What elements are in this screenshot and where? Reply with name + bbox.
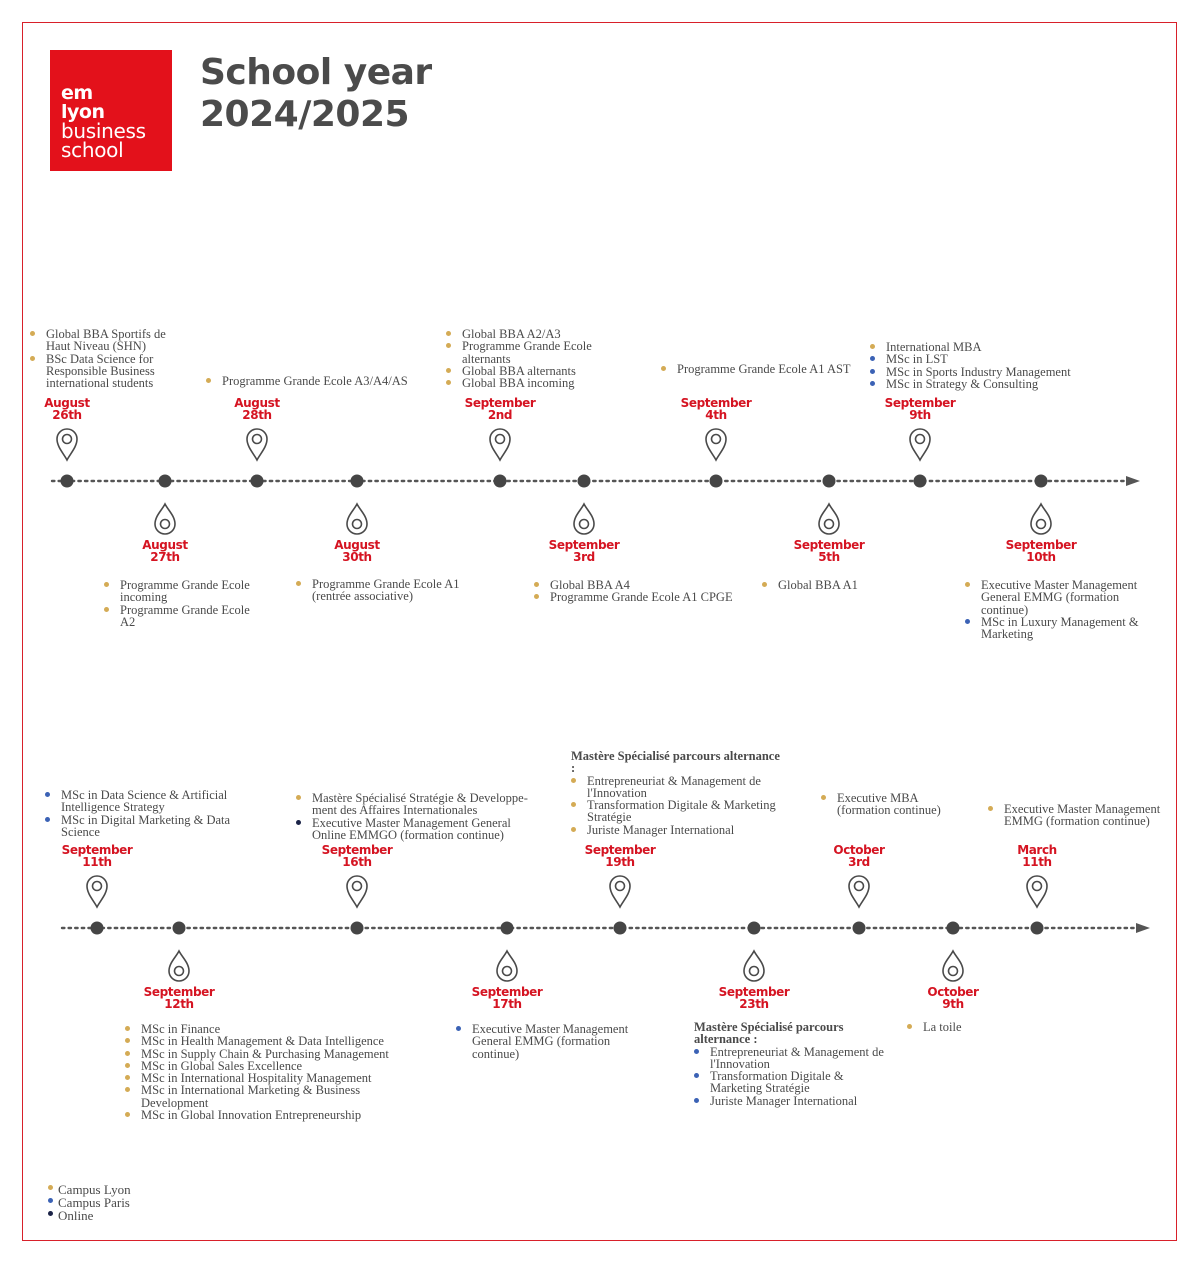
event-month: September [471,985,543,999]
program-item [296,578,486,603]
program-name: Global BBA A4 [550,578,630,592]
event-day: 3rd [573,549,595,564]
event-date [445,398,555,421]
timeline-node [947,922,960,935]
program-item [694,1046,884,1071]
timeline-2-arrow-icon [1136,923,1150,933]
campus-dot-icon [125,1075,130,1080]
program-name: Programme Grande Ecole incoming [120,578,250,605]
timeline-node [501,922,514,935]
page-title: School year 2024/2025 [200,52,432,135]
event-day: 23th [739,996,769,1011]
program-item [965,579,1165,616]
event-programs [661,363,851,375]
event-programs [456,1023,636,1060]
program-name: Juriste Manager International [587,822,735,837]
programs-heading: Mastère Spécialisé parcours alternance : [694,1020,844,1047]
event-date [124,987,234,1010]
campus-dot-icon [446,343,451,348]
timeline-node [914,475,927,488]
program-name: BSc Data Science for Responsible Business international students [46,351,155,391]
program-name: Entrepreneuriat & Management de l'Innovation [710,1044,884,1071]
location-pin-icon [574,504,594,534]
event-programs [694,1021,884,1107]
location-pin-icon [490,429,510,460]
campus-dot-icon [446,331,451,336]
timeline-node [710,475,723,488]
program-name: Programme Grande Ecole alternants [462,339,592,366]
event-day: 2nd [487,407,513,422]
campus-dot-icon [45,792,50,797]
event-date [302,845,412,868]
event-date [804,845,914,868]
location-pin-icon [497,951,517,981]
program-item [104,604,254,629]
legend-item-paris: Campus Paris [48,1196,131,1209]
campus-dot-icon [446,368,451,373]
program-item [45,789,245,814]
campus-dot-icon [988,806,993,811]
campus-dot-icon [125,1087,130,1092]
event-date [110,540,220,563]
legend-item-online: Online [48,1209,131,1222]
location-pin-icon [155,504,175,534]
program-item [821,792,961,817]
event-programs [571,750,786,836]
location-pin-icon [1031,504,1051,534]
campus-dot-icon [870,356,875,361]
program-name: Programme Grande Ecole A1 AST [677,362,851,376]
event-month: March [1017,843,1057,857]
program-name: MSc in International Hospitality Management [141,1071,372,1086]
event-month: October [833,843,885,857]
campus-dot-icon [446,380,451,385]
location-pin-icon [169,951,189,981]
event-month: August [142,538,188,552]
event-day: 30th [342,549,372,564]
event-month: August [234,396,280,410]
event-programs [296,792,536,841]
program-item [907,1021,1007,1033]
program-item [206,375,426,387]
event-date [898,987,1008,1010]
program-name: International MBA [886,340,982,354]
program-name: MSc in Health Management & Data Intelligence [141,1034,384,1049]
event-date [42,845,152,868]
program-item [456,1023,636,1060]
event-month: September [321,843,393,857]
location-pin-icon [87,876,107,907]
program-name: Executive Master Management EMMG (formation continue) [1004,802,1161,829]
event-programs [821,792,961,817]
timeline-node [351,475,364,488]
campus-dot-icon [571,827,576,832]
event-month: September [143,985,215,999]
program-name: MSc in Global Innovation Entrepreneurship [141,1108,362,1123]
program-item [988,803,1173,828]
campus-dot-icon [104,582,109,587]
program-name: MSc in Supply Chain & Purchasing Management [141,1046,389,1061]
campus-dot-icon [296,820,301,825]
program-name: Juriste Manager International [710,1093,858,1108]
program-name: Programme Grande Ecole A1 CPGE [550,590,733,605]
event-programs [125,1023,415,1121]
campus-dot-icon [30,331,35,336]
program-item [446,377,616,389]
event-day: 9th [942,996,964,1011]
program-name: Global BBA incoming [462,376,575,391]
event-day: 10th [1026,549,1056,564]
event-programs [45,789,245,838]
event-programs [907,1021,1007,1033]
event-programs [30,328,180,389]
program-item [446,340,616,365]
event-programs [965,579,1165,640]
event-month: September [1005,538,1077,552]
campus-dot-icon [762,582,767,587]
event-programs [762,579,882,591]
timeline-node [1031,922,1044,935]
event-date [774,540,884,563]
program-name: Transformation Digitale & Marketing Stratégie [587,798,776,825]
location-pin-icon [247,429,267,460]
timeline-node [61,475,74,488]
event-month: September [584,843,656,857]
program-item [296,817,536,842]
legend-dot-online [48,1211,53,1216]
program-item [571,775,786,800]
timeline-node [614,922,627,935]
program-name: Global BBA alternants [462,363,576,378]
event-day: 4th [705,407,727,422]
campus-dot-icon [870,369,875,374]
program-item [125,1084,415,1109]
campus-dot-icon [534,594,539,599]
program-name: Transformation Digitale & Marketing Stratégie [710,1069,844,1096]
program-name: MSc in International Marketing & Business Development [141,1083,361,1110]
campus-dot-icon [534,582,539,587]
location-pin-icon [57,429,77,460]
programs-heading: Mastère Spécialisé parcours alternance : [571,749,780,776]
campus-dot-icon [296,581,301,586]
program-item [30,353,180,390]
timeline-node [823,475,836,488]
event-date [202,398,312,421]
event-date [302,540,412,563]
event-month: September [548,538,620,552]
campus-dot-icon [125,1051,130,1056]
program-name: Executive Master Management General EMMG (formation continue) [981,578,1138,617]
event-day: 16th [342,854,372,869]
program-name: La toile [923,1020,962,1034]
campus-dot-icon [694,1049,699,1054]
program-item [870,378,1100,390]
emlyon-logo: em lyon business school [50,50,172,171]
program-item [571,824,786,836]
program-name: MSc in Sports Industry Management [886,364,1071,379]
timeline-node [159,475,172,488]
campus-dot-icon [694,1098,699,1103]
event-day: 19th [605,854,635,869]
campus-dot-icon [870,344,875,349]
campus-dot-icon [907,1024,912,1029]
program-name: MSc in Luxury Management & Marketing [981,614,1139,642]
location-pin-icon [849,876,869,907]
program-item [571,799,786,824]
timeline-node [1035,475,1048,488]
legend-dot-lyon [48,1185,53,1190]
campus-dot-icon [571,778,576,783]
program-name: Executive Master Management General EMMG (formation continue) [472,1022,629,1061]
event-month: September [884,396,956,410]
location-pin-icon [744,951,764,981]
location-pin-icon [347,504,367,534]
event-programs [104,579,254,628]
event-programs [296,578,486,603]
program-item [104,579,254,604]
program-name: Programme Grande Ecole A1 (rentrée associative) [312,577,460,604]
campus-dot-icon [125,1063,130,1068]
event-day: 12th [164,996,194,1011]
campus-dot-icon [694,1073,699,1078]
event-date [452,987,562,1010]
event-month: August [334,538,380,552]
program-item [694,1070,884,1095]
timeline-node [251,475,264,488]
event-day: 3rd [848,854,870,869]
event-month: September [718,985,790,999]
program-name: MSc in Data Science & Artificial Intelligence Strategy [61,788,228,815]
campus-dot-icon [125,1026,130,1031]
program-name: MSc in Global Sales Excellence [141,1058,303,1073]
campus-dot-icon [661,366,666,371]
event-month: September [680,396,752,410]
program-name: MSc in Finance [141,1022,221,1036]
timeline-node [173,922,186,935]
campus-dot-icon [45,817,50,822]
program-item [965,616,1165,641]
event-date [986,540,1096,563]
event-date [565,845,675,868]
event-day: 17th [492,996,522,1011]
event-month: October [927,985,979,999]
event-day: 28th [242,407,272,422]
location-pin-icon [819,504,839,534]
program-item [534,591,754,603]
program-name: Executive Master Management General Online EMMGO (formation continue) [312,815,511,842]
campus-dot-icon [125,1038,130,1043]
timeline-node [748,922,761,935]
location-pin-icon [910,429,930,460]
program-name: Entrepreneuriat & Management de l'Innovation [587,773,761,800]
program-name: Global BBA Sportifs de Haut Niveau (SHN) [46,327,166,354]
campus-dot-icon [30,356,35,361]
location-pin-icon [347,876,367,907]
event-day: 11th [1022,854,1052,869]
location-pin-icon [943,951,963,981]
event-programs [988,803,1173,828]
event-programs [206,375,426,387]
event-date [12,398,122,421]
event-day: 9th [909,407,931,422]
event-month: August [44,396,90,410]
program-item [694,1095,884,1107]
program-name: Global BBA A1 [778,578,858,592]
event-month: September [793,538,865,552]
event-day: 11th [82,854,112,869]
event-programs [870,341,1100,390]
campus-dot-icon [296,795,301,800]
program-item [30,328,180,353]
program-name: Executive MBA (formation continue) [837,791,941,818]
timeline-node [91,922,104,935]
program-name: Programme Grande Ecole A3/A4/AS [222,374,408,388]
event-day: 26th [52,407,82,422]
event-month: September [464,396,536,410]
program-item [762,579,882,591]
program-name: Global BBA A2/A3 [462,327,561,341]
program-name: MSc in Strategy & Consulting [886,376,1039,391]
event-date [529,540,639,563]
program-name: MSc in Digital Marketing & Data Science [61,812,231,839]
timeline-node [578,475,591,488]
location-pin-icon [610,876,630,907]
campus-dot-icon [104,607,109,612]
event-date [661,398,771,421]
campus-dot-icon [206,378,211,383]
program-item [661,363,851,375]
campus-legend [48,1183,131,1222]
campus-dot-icon [125,1112,130,1117]
program-name: MSc in LST [886,352,948,367]
campus-dot-icon [821,795,826,800]
event-date [982,845,1092,868]
timeline-1-arrow-icon [1126,476,1140,486]
program-item [125,1109,415,1121]
legend-dot-paris [48,1198,53,1203]
event-day: 27th [150,549,180,564]
event-month: September [61,843,133,857]
campus-dot-icon [870,381,875,386]
campus-dot-icon [965,582,970,587]
event-day: 5th [818,549,840,564]
campus-dot-icon [965,619,970,624]
program-name: Programme Grande Ecole A2 [120,602,250,629]
location-pin-icon [1027,876,1047,907]
program-item [296,792,536,817]
timeline-node [853,922,866,935]
timeline-node [494,475,507,488]
event-programs [446,328,616,389]
program-name: Mastère Spécialisé Stratégie & Developpe-ment des Affaires Internationales [312,791,528,818]
campus-dot-icon [571,802,576,807]
event-programs [534,579,754,604]
location-pin-icon [706,429,726,460]
event-date [699,987,809,1010]
event-date [865,398,975,421]
campus-dot-icon [456,1026,461,1031]
timeline-node [351,922,364,935]
program-item [45,814,245,839]
legend-item-lyon: Campus Lyon [48,1183,131,1196]
